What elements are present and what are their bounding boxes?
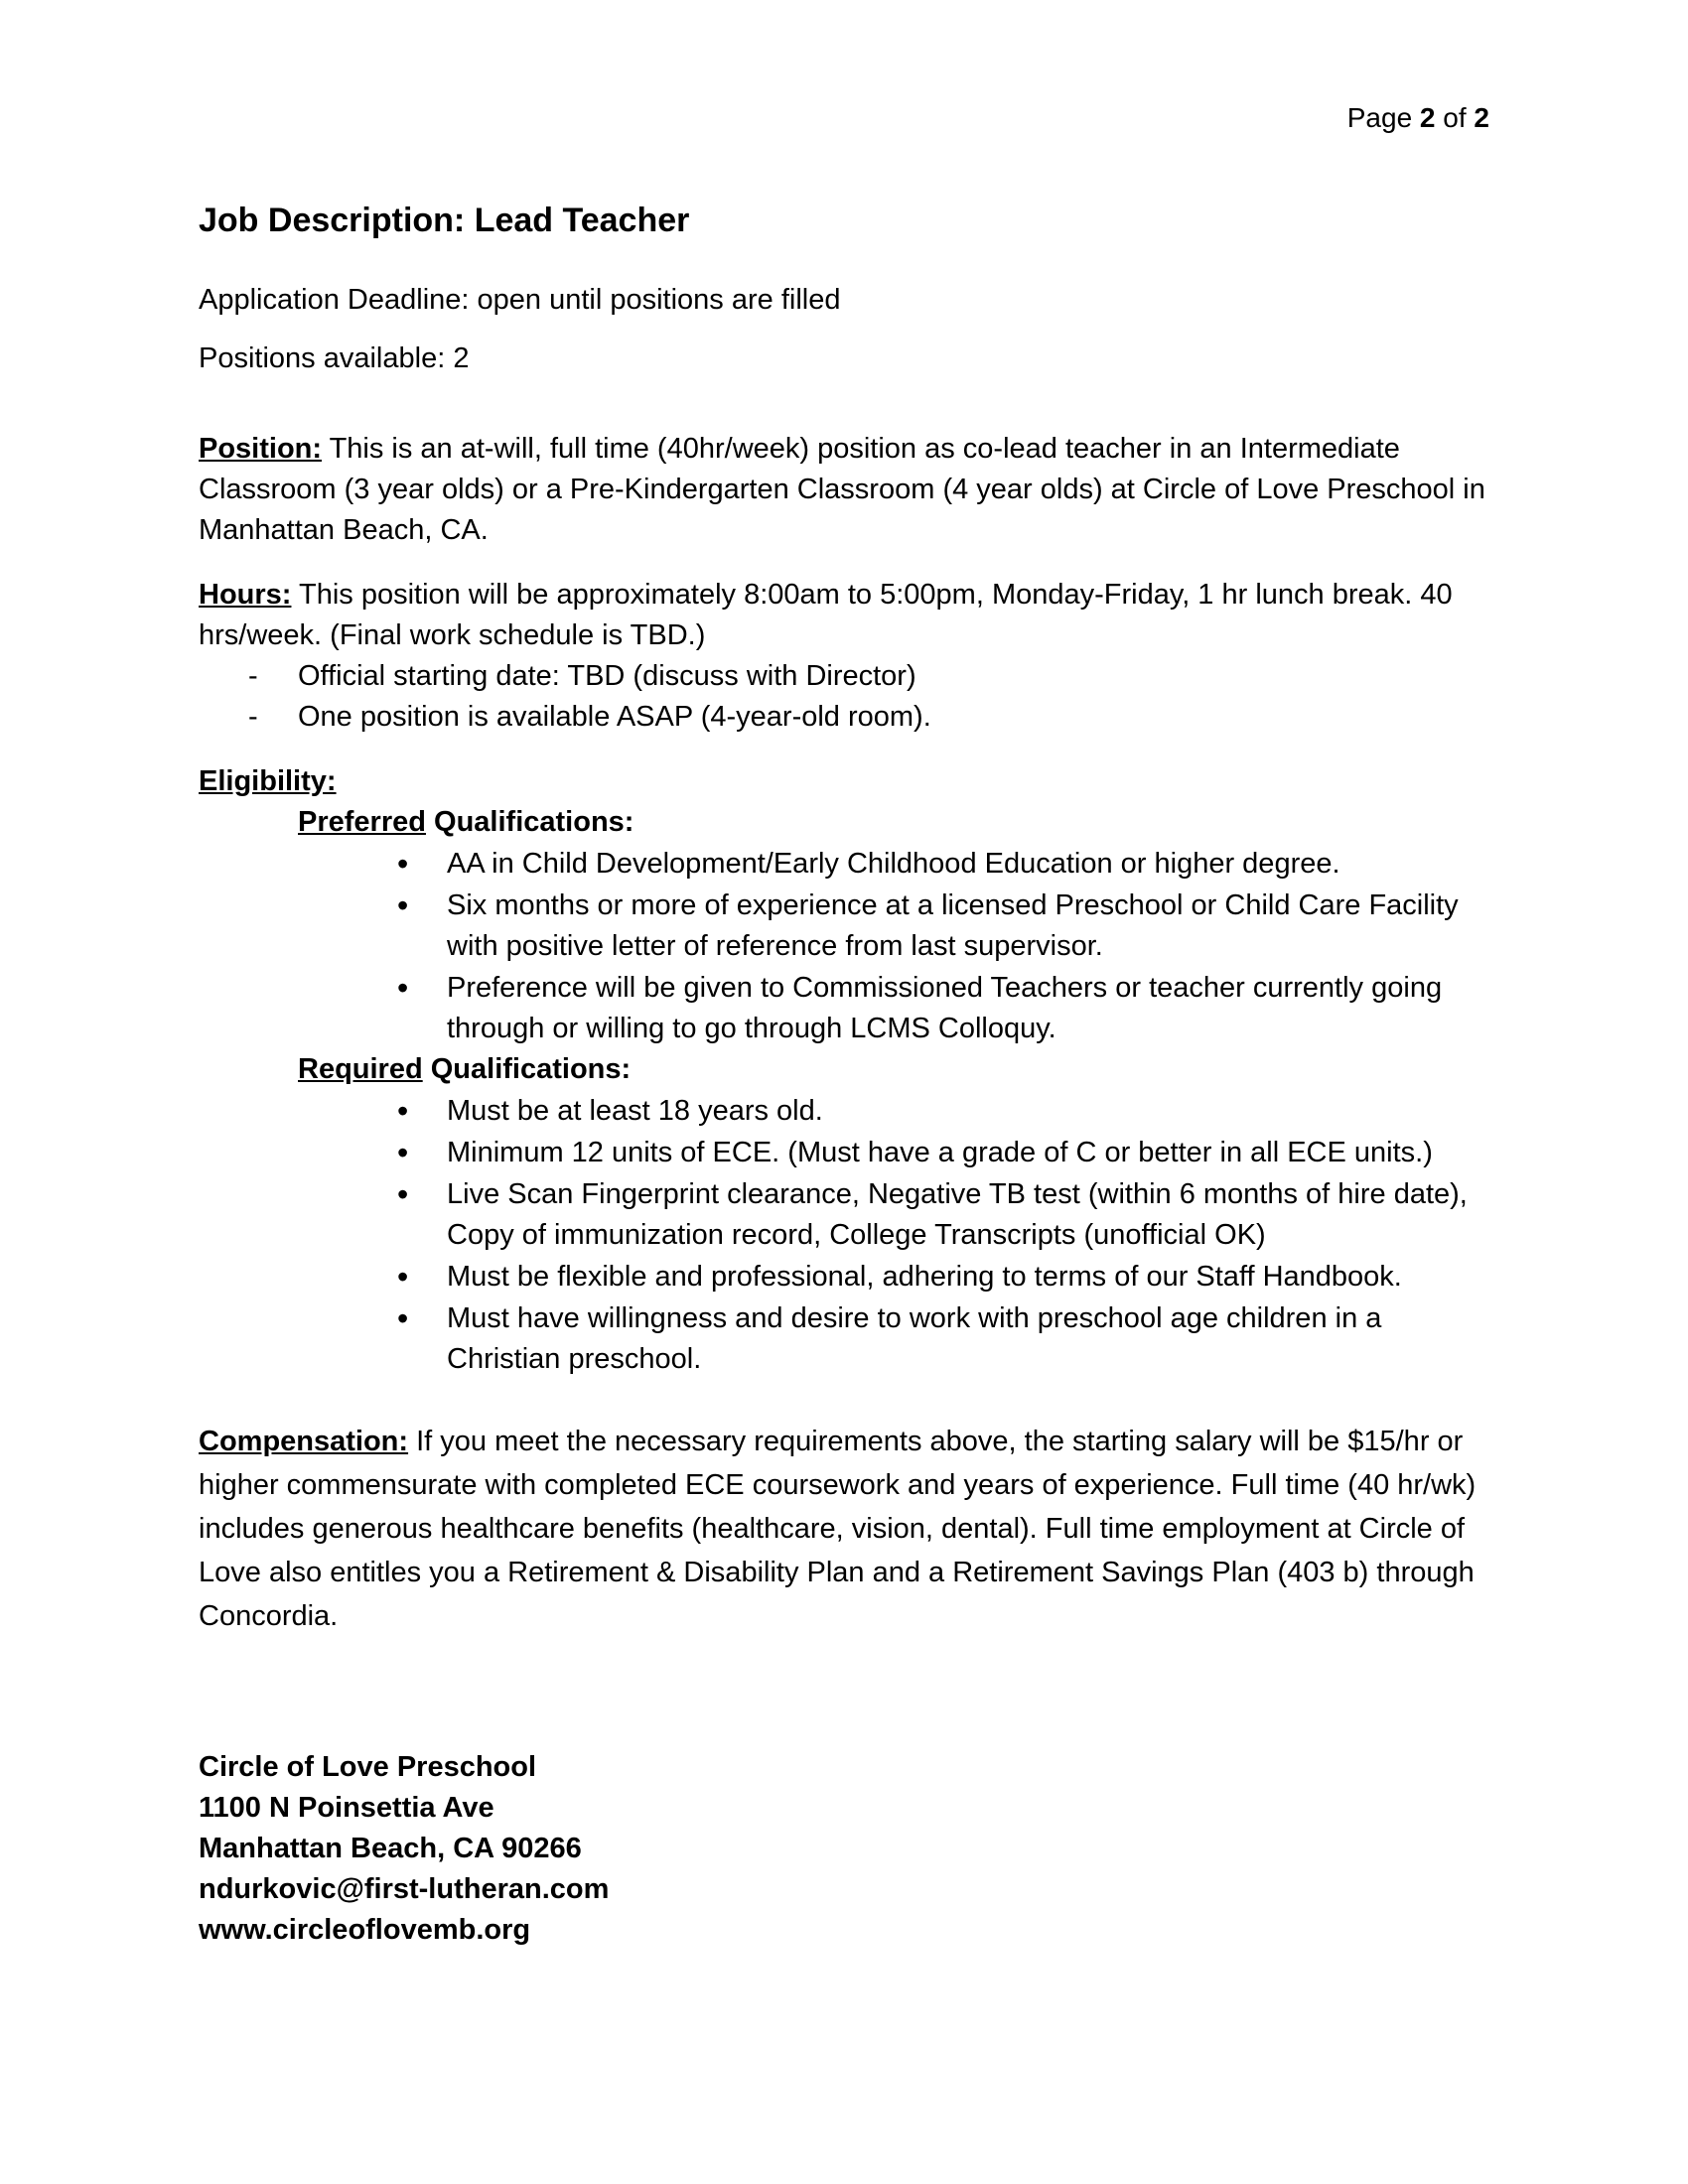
page-of: of — [1435, 102, 1475, 133]
required-label-underlined: Required — [298, 1053, 423, 1085]
list-item: • Preference will be given to Commissioned Teachers or teacher currently going through or willing to go through LCMS Colloquy. — [447, 968, 1489, 1049]
preferred-label-rest: Qualifications: — [425, 806, 634, 838]
preferred-qualifications-list — [199, 844, 1489, 1049]
page-number — [1347, 101, 1489, 135]
required-qualifications-heading — [298, 1049, 1489, 1090]
hours-list — [199, 656, 1489, 738]
compensation-text: If you meet the necessary requirements above, the starting salary will be $15/hr or higher commensurate with completed ECE coursework and years of experience. Full time (40 hr/wk) includes generous healthcare benefits (healthcare, vision, dental). Full time employment at Circle of Love also entitles you a Retirement & Disability Plan and a Retirement Savings Plan (403 b) through Concordia. — [199, 1426, 1477, 1632]
list-item: • Must have willingness and desire to work with preschool age children in a Christian preschool. — [447, 1298, 1489, 1380]
list-item: • Minimum 12 units of ECE. (Must have a grade of C or better in all ECE units.) — [447, 1133, 1489, 1173]
contact-city: Manhattan Beach, CA 90266 — [199, 1833, 582, 1864]
position-section — [199, 429, 1489, 551]
eligibility-section — [199, 761, 1489, 802]
contact-block — [199, 1747, 1489, 1951]
page-title: Job Description: Lead Teacher — [199, 202, 690, 239]
contact-org: Circle of Love Preschool — [199, 1751, 537, 1783]
hours-section — [199, 575, 1489, 656]
required-label-rest: Qualifications: — [422, 1053, 632, 1085]
preferred-label-underlined: Preferred — [298, 806, 426, 838]
contact-email[interactable]: ndurkovic@first-lutheran.com — [199, 1873, 610, 1905]
position-text: This is an at-will, full time (40hr/week) position as co-lead teacher in an Intermediate Classroom (3 year olds) or a Pre-Kindergarten Classroom (4 year olds) at Circle of Love Preschool in Manhattan Beach, CA. — [199, 433, 1485, 546]
list-item: • Must be at least 18 years old. — [447, 1091, 1489, 1132]
page-current: 2 — [1419, 102, 1436, 133]
list-item: • AA in Child Development/Early Childhood Education or higher degree. — [447, 844, 1489, 885]
list-item: - One position is available ASAP (4-year-old room). — [248, 697, 1489, 738]
contact-street: 1100 N Poinsettia Ave — [199, 1792, 494, 1824]
contact-website[interactable]: www.circleoflovemb.org — [199, 1914, 531, 1946]
preferred-qualifications-heading — [298, 802, 1489, 843]
position-label: Position: — [199, 433, 323, 465]
list-item: • Live Scan Fingerprint clearance, Negative TB test (within 6 months of hire date), Copy of immunization record, College Transcripts (unofficial OK) — [447, 1174, 1489, 1256]
positions-available: Positions available: 2 — [199, 342, 470, 374]
document-body — [199, 199, 1489, 1951]
eligibility-label: Eligibility: — [199, 765, 337, 797]
required-qualifications-list — [199, 1091, 1489, 1380]
page-number-prefix: Page — [1346, 102, 1420, 133]
list-item: - Official starting date: TBD (discuss with Director) — [248, 656, 1489, 697]
hours-label: Hours: — [199, 579, 292, 611]
page-total: 2 — [1474, 102, 1489, 133]
compensation-section — [199, 1420, 1489, 1638]
list-item: • Must be flexible and professional, adhering to terms of our Staff Handbook. — [447, 1257, 1489, 1297]
application-deadline: Application Deadline: open until positions are filled — [199, 284, 841, 316]
compensation-label: Compensation: — [199, 1426, 409, 1457]
list-item: • Six months or more of experience at a licensed Preschool or Child Care Facility with positive letter of reference from last supervisor. — [447, 886, 1489, 967]
hours-text: This position will be approximately 8:00am to 5:00pm, Monday-Friday, 1 hr lunch break. 40 hrs/week. (Final work schedule is TBD.) — [199, 579, 1453, 651]
